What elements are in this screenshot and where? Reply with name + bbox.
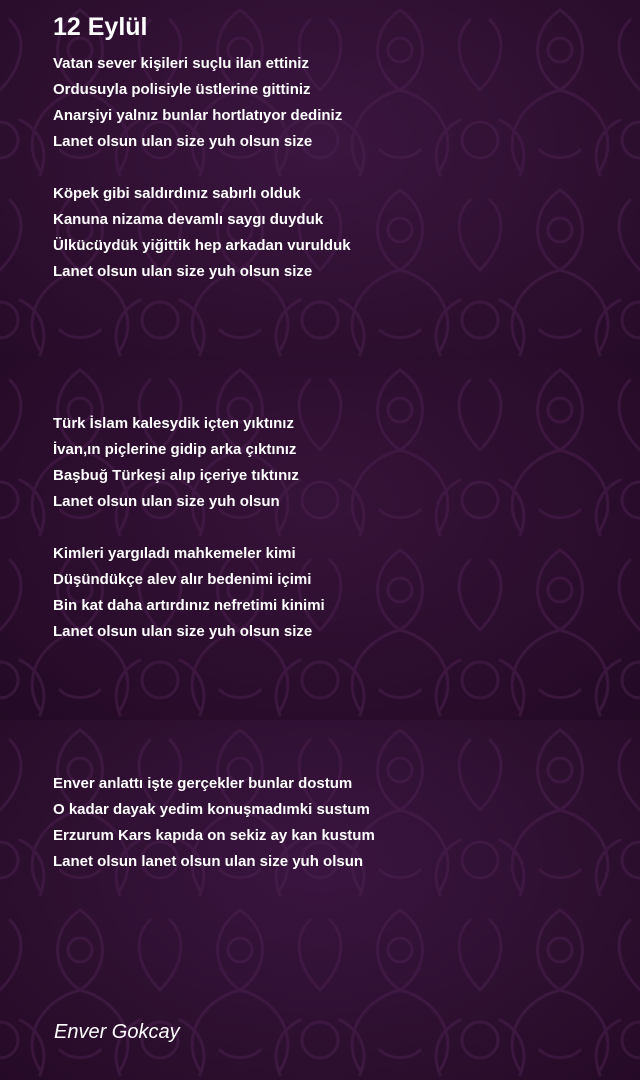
poem-line: Anarşiyi yalnız bunlar hortlatıyor dediniz [53, 107, 343, 124]
poem-line: O kadar dayak yedim konuşmadımki sustum [53, 801, 370, 818]
poem-line: Türk İslam kalesydik içten yıktınız [53, 415, 294, 432]
stanza [53, 541, 325, 645]
poem-line: İvan,ın piçlerine gidip arka çıktınız [53, 441, 297, 458]
poem-line: Lanet olsun ulan size yuh olsun size [53, 133, 313, 150]
poem-title: 12 Eylül [53, 13, 148, 41]
poem-line: Ordusuyla polisiyle üstlerine gittiniz [53, 81, 311, 98]
poem-line: Düşündükçe alev alır bedenimi içimi [53, 571, 312, 588]
stanza [53, 771, 375, 875]
poem-line: Vatan sever kişileri suçlu ilan ettiniz [53, 55, 309, 72]
poem-line: Kimleri yargıladı mahkemeler kimi [53, 545, 296, 562]
poem-line: Lanet olsun ulan size yuh olsun size [53, 263, 313, 280]
poem-line: Enver anlattı işte gerçekler bunlar dostum [53, 775, 353, 792]
poem-author: Enver Gokcay [54, 1021, 180, 1043]
poem-line: Ülkücüydük yiğittik hep arkadan vurulduk [53, 237, 351, 254]
poem-line: Başbuğ Türkeşi alıp içeriye tıktınız [53, 467, 299, 484]
poem-line: Lanet olsun lanet olsun ulan size yuh olsun [53, 853, 364, 870]
poem-line: Erzurum Kars kapıda on sekiz ay kan kustum [53, 827, 375, 844]
poem-line: Lanet olsun ulan size yuh olsun [53, 493, 280, 510]
poem-line: Kanuna nizama devamlı saygı duyduk [53, 211, 324, 228]
stanza [53, 411, 299, 515]
stanza [53, 51, 342, 155]
stanza [53, 181, 351, 285]
poem-line: Lanet olsun ulan size yuh olsun size [53, 623, 313, 640]
poem-line: Köpek gibi saldırdınız sabırlı olduk [53, 185, 301, 202]
poem-line: Bin kat daha artırdınız nefretimi kinimi [53, 597, 325, 614]
